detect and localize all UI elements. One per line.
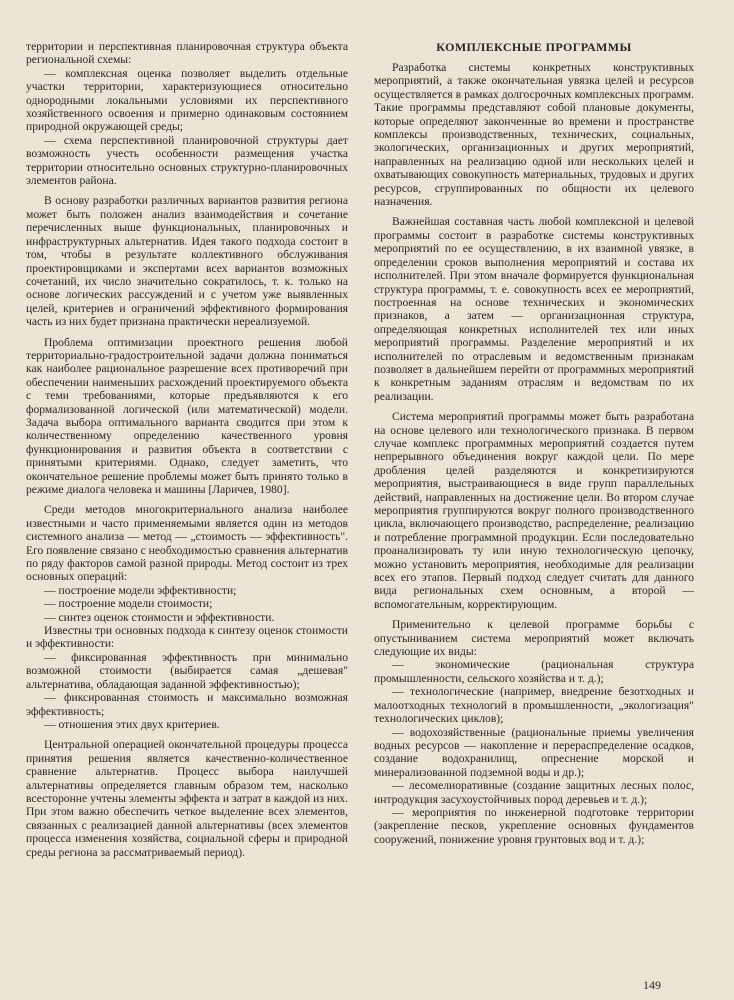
list-item: — экономические (рациональная структура промышленности, сельского хозяйства и т. д.); (374, 658, 694, 685)
list-item: — синтез оценок стоимости и эффективности. (44, 610, 275, 624)
left-column (26, 40, 348, 859)
list-item: — построение модели стоимости; (44, 597, 213, 611)
list-item: — построение модели эффективности; (44, 583, 237, 597)
paragraph: территории и перспективная планировочная структура объекта региональной схемы: (26, 40, 348, 67)
paragraph: Проблема оптимизации проектного решения любой территориально-градостроительной задачи должна пониматься как наиболее рациональное разрешение всех противоречий при обеспечении наименьших расхождений проектируемого объекта с теми требованиями, которые предъявляются к его формализованной логической (или математической) модели. Задача выбора оптимального варианта сводится при этом к количественному определению качественного уровня функционирования и развития объекта в соответствии с принятыми критериями. Однако, следует заметить, что окончательное решение проблемы может быть принято только в режиме диалога человека и машины [Ларичев, 1980]. (26, 335, 348, 496)
paragraph: Известны три основных подхода к синтезу оценок стоимости и эффективности: (26, 624, 348, 651)
list-item: — фиксированная эффективность при минимально возможной стоимости (выбирается самая „дешевая" альтернатива, обладающая заданной эффективностью); (26, 650, 348, 691)
list-item: — схема перспективной планировочной структуры дает возможность учесть особенности размещения участка территории относительно основных структурно-планировочных элементов района. (26, 133, 348, 188)
paragraph: В основу разработки различных вариантов развития региона может быть положен анализ взаимодействия и сочетание перечисленных выше функциональных, планировочных и инфраструктурных альтернатив. Идея такого подхода состоит в том, чтобы в результате коллективного обслуживания проектировщиками и экспертами всех вариантов возможных сочетаний, их число значительно сократилось, т. к. только на основе логических рассуждений и с учетом уже выявленных целей, критериев и ограничений эффективного формирования часть из них будет признана практически нереализуемой. (26, 194, 348, 329)
list-item: — фиксированная стоимость и максимально возможная эффективность; (26, 691, 348, 718)
list-item: — технологические (например, внедрение безотходных и малоотходных технологий в промышленности, „экологизация" технологических циклов); (374, 685, 694, 726)
list-item: — отношения этих двух критериев. (44, 717, 220, 731)
paragraph: Важнейшая составная часть любой комплексной и целевой программы состоит в разработке системы конструктивных мероприятий по ее осуществлению, в их взаимной увязке, в определении сроков выполнения мероприятий и состава их исполнителей. При этом вначале формируется функциональная структура программы, т. е. совокупность всех ее мероприятий, построенная на основе технических и экономических признаков, а затем — организационная структура, определяющая конкретных исполнителей тех или иных мероприятий программы. Разделение мероприятий и их исполнителей по отраслевым и ведомственным признакам позволяет в дальнейшем перейти от программных мероприятий к конкретным заданиям отраслям и ведомствам по их реализации. (374, 215, 694, 403)
paragraph: Центральной операцией окончательной процедуры процесса принятия решения является качественно-количественное сравнение альтернатив. Процесс выбора наилучшей альтернативы определяется главным образом тем, насколько всесторонне учтены элементы эффекта и затрат в каждой из них. При этом важно обеспечить четкое выделение всех элементов, связанных с реализацией данной альтернативы (всех элементов процесса изменения хозяйства, социальной сферы и природной среды региона за рассматриваемый период). (26, 738, 348, 859)
right-column (374, 40, 694, 846)
paragraph: Среди методов многокритериального анализа наиболее известными и часто применяемыми является один из методов системного анализа — метод — „стоимость — эффективность". Его появление связано с необходимостью сравнения альтернатив по ряду факторов самой разной природы. Метод состоит из трех основных операций: (26, 503, 348, 584)
list-item: — мероприятия по инженерной подготовке территории (закрепление песков, укрепление основных фундаментов сооружений, понижение уровня грунтовых вод и т. д.); (374, 805, 694, 846)
section-title: КОМПЛЕКСНЫЕ ПРОГРАММЫ (436, 40, 632, 54)
page-number: 149 (643, 978, 661, 992)
list-item: — комплексная оценка позволяет выделить отдельные участки территории, характеризующиеся относительно однородными локальными условиями их перспективного хозяйственного освоения и примерно одинаковым состоянием природной окружающей среды; (26, 66, 348, 134)
paragraph: Система мероприятий программы может быть разработана на основе целевого или технологического признака. В первом случае комплекс программных мероприятий создается путем непрерывного объединения вокруг каждой цели. По мере дробления целей разделяются и конкретизируются мероприятия, выстраивающиеся в виде групп параллельных действий, направленных на достижение цели. Во втором случае мероприятия группируются вокруг полного производственного цикла, включающего производство, распределение, реализацию и потребление программной продукции. Если последовательно проанализировать ту или иную технологическую цепочку, можно установить мероприятия, необходимые для реализации всех его этапов. Первый подход следует считать для данного вида региональных схем основным, а второй — вспомогательным, корректирующим. (374, 410, 694, 611)
list-item: — лесомелиоративные (создание защитных лесных полос, интродукция засухоустойчивых пород деревьев и т. д.); (374, 779, 694, 806)
paragraph: Разработка системы конкретных конструктивных мероприятий, а также окончательная увязка целей и ресурсов осуществляется в рамках долгосрочных комплексных программ. Такие программы представляют собой плановые документы, которые определяют законченные во времени и пространстве комплексы производственных, технических, социальных, экологических, организационных и других мероприятий, направленных на реализацию одной или нескольких целей и охватывающих совокупность материальных, трудовых и других ресурсов, сгруппированных по общности их целевого назначения. (374, 61, 694, 209)
list-item: — водохозяйственные (рациональные приемы увеличения водных ресурсов — накопление и перераспределение осадков, создание водохранилищ, опреснение морской и минерализованной подземной воды и др.); (374, 725, 694, 779)
paragraph: Применительно к целевой программе борьбы с опустыниванием система мероприятий может включать следующие их виды: (374, 618, 694, 659)
